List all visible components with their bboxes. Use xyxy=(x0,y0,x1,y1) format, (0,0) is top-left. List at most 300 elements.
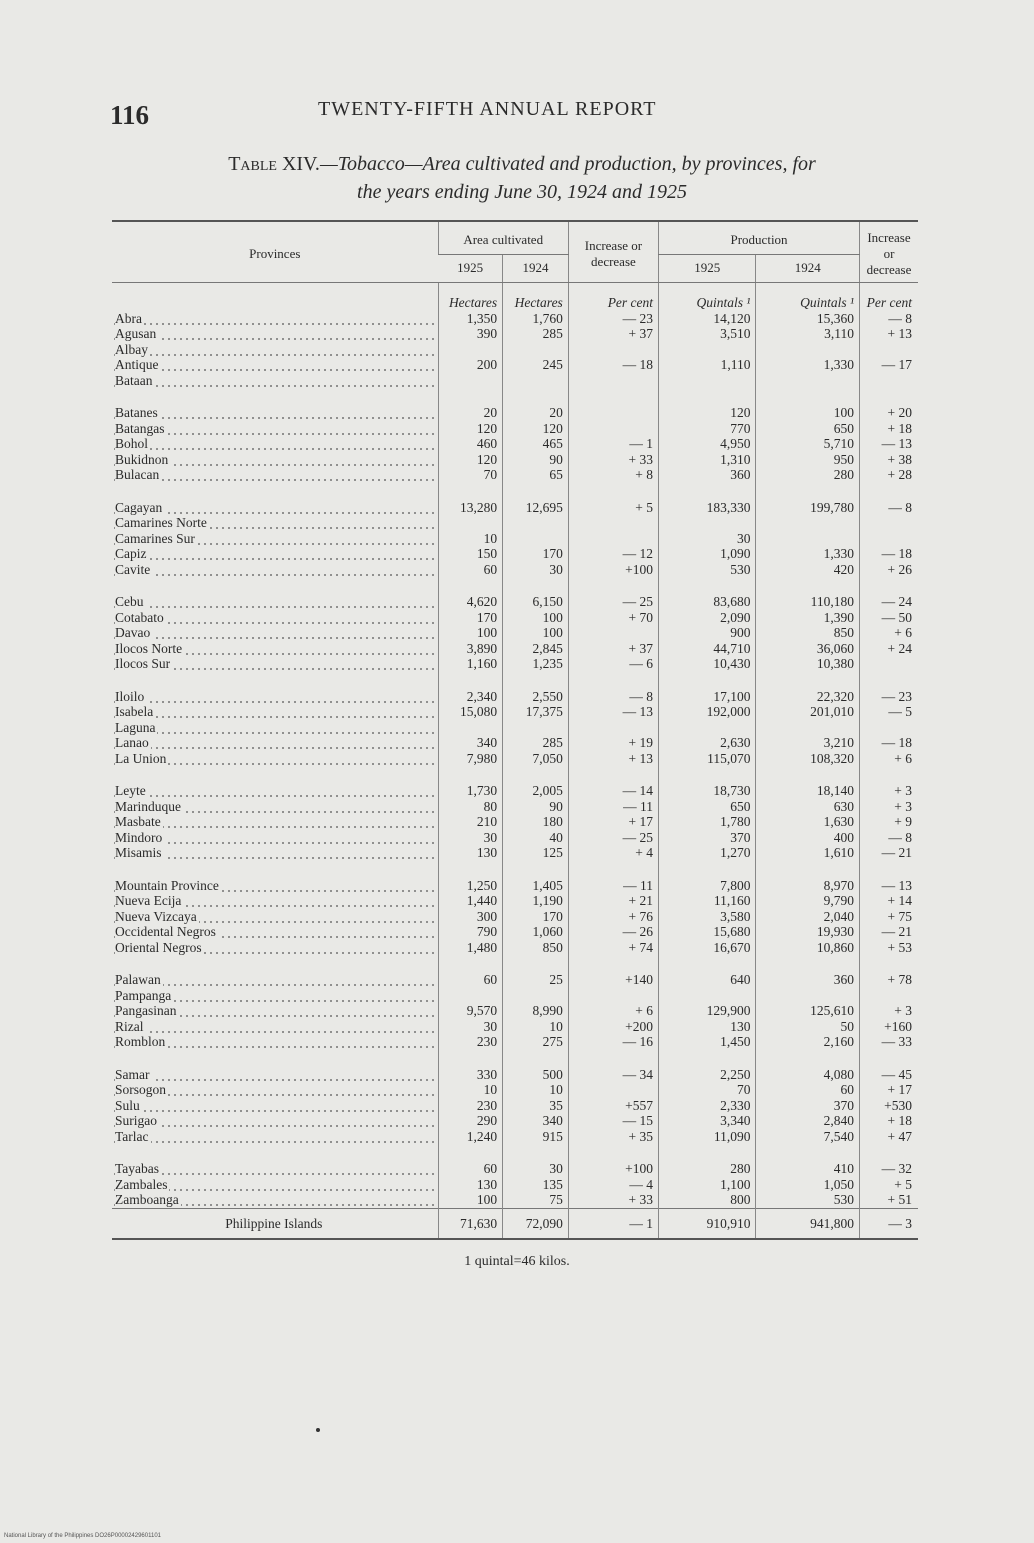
caption-line-2: the years ending June 30, 1924 and 1925 xyxy=(357,181,687,203)
cell-area-change: — 23 xyxy=(568,311,658,327)
table-row xyxy=(112,720,918,736)
unit-production-1924: Quintals ¹ xyxy=(756,283,860,311)
cell-area-1924: 180 xyxy=(503,814,569,830)
cell-production-1925: 14,120 xyxy=(659,311,756,327)
cell-area-1924 xyxy=(503,373,569,389)
province-name: Samar xyxy=(115,1066,150,1082)
province-name: Ilocos Sur xyxy=(115,656,171,671)
cell-production-change xyxy=(860,656,918,672)
cell-production-1924: 1,390 xyxy=(756,610,860,626)
table-row xyxy=(112,1098,918,1114)
spacer-cell xyxy=(756,577,860,594)
cell-area-1925 xyxy=(438,988,503,1004)
cell-area-change: + 8 xyxy=(568,467,658,483)
cell-area-change: +200 xyxy=(568,1019,658,1035)
province-name: Surigao xyxy=(115,1113,157,1128)
cell-production-change: — 32 xyxy=(860,1161,918,1177)
cell-production-change: +530 xyxy=(860,1098,918,1114)
cell-production-change xyxy=(860,531,918,547)
cell-area-1924: 135 xyxy=(503,1177,569,1193)
table-row xyxy=(112,1067,918,1083)
province-name: Albay xyxy=(115,341,148,357)
cell-production-change: + 17 xyxy=(860,1082,918,1098)
header-area-cultivated: Area cultivated xyxy=(438,221,568,254)
cell-production-1924: 3,210 xyxy=(756,735,860,751)
cell-area-change xyxy=(568,421,658,437)
cell-area-change: +557 xyxy=(568,1098,658,1114)
cell-production-1925 xyxy=(659,515,756,531)
cell-production-1924: 15,360 xyxy=(756,311,860,327)
cell-production-change: — 21 xyxy=(860,845,918,861)
province-name: Palawan xyxy=(115,972,161,987)
spacer-cell xyxy=(860,388,918,405)
cell-area-1924 xyxy=(503,515,569,531)
table-row xyxy=(112,1177,918,1193)
group-spacer xyxy=(112,577,918,594)
cell-production-1924: 1,330 xyxy=(756,357,860,373)
group-spacer xyxy=(112,483,918,500)
cell-production-1925: 120 xyxy=(659,405,756,421)
cell-province xyxy=(112,311,438,327)
cell-production-1924: 1,050 xyxy=(756,1177,860,1193)
footnote: 1 quintal=46 kilos. xyxy=(464,1254,570,1269)
cell-production-1925: 4,950 xyxy=(659,436,756,452)
cell-area-change: + 17 xyxy=(568,814,658,830)
table-row xyxy=(112,689,918,705)
table-row xyxy=(112,641,918,657)
province-name: Batanes xyxy=(115,405,158,420)
spacer-cell xyxy=(503,483,569,500)
cell-area-1924: 30 xyxy=(503,562,569,578)
province-name: Davao xyxy=(115,625,151,640)
cell-area-change: — 34 xyxy=(568,1067,658,1083)
province-name: Iloilo xyxy=(115,688,145,704)
cell-production-1924: 850 xyxy=(756,625,860,641)
cell-province xyxy=(112,546,438,562)
cell-area-change: + 13 xyxy=(568,751,658,767)
cell-province xyxy=(112,373,438,389)
cell-area-1925: 10 xyxy=(438,1082,503,1098)
table-row xyxy=(112,845,918,861)
cell-production-1925: 280 xyxy=(659,1161,756,1177)
province-name: Bulacan xyxy=(115,467,160,482)
province-name: Agusan xyxy=(115,326,157,341)
cell-province xyxy=(112,988,438,1004)
total-production-1924: 941,800 xyxy=(756,1208,860,1239)
cell-province xyxy=(112,893,438,909)
table-row xyxy=(112,326,918,342)
spacer-cell xyxy=(756,861,860,878)
cell-production-1925 xyxy=(659,373,756,389)
province-name: Mindoro xyxy=(115,829,163,845)
province-name: Sulu xyxy=(115,1097,140,1113)
table-row xyxy=(112,704,918,720)
cell-area-1924: 90 xyxy=(503,799,569,815)
cell-area-1925: 120 xyxy=(438,452,503,468)
cell-area-1924: 245 xyxy=(503,357,569,373)
table-row xyxy=(112,1129,918,1145)
group-spacer xyxy=(112,388,918,405)
cell-area-1925: 10 xyxy=(438,531,503,547)
cell-area-1925: 1,250 xyxy=(438,878,503,894)
group-spacer xyxy=(112,672,918,689)
cell-area-1924: 125 xyxy=(503,845,569,861)
cell-production-change: + 38 xyxy=(860,452,918,468)
table-row xyxy=(112,405,918,421)
spacer-cell xyxy=(438,577,503,594)
cell-production-change: + 6 xyxy=(860,625,918,641)
cell-area-change: — 25 xyxy=(568,830,658,846)
province-name: Rizal xyxy=(115,1018,144,1034)
unit-area-1925: Hectares xyxy=(438,283,503,311)
cell-area-change: — 1 xyxy=(568,436,658,452)
cell-province xyxy=(112,656,438,672)
group-spacer xyxy=(112,861,918,878)
cell-area-change xyxy=(568,373,658,389)
spacer-cell xyxy=(659,861,756,878)
cell-production-change: + 75 xyxy=(860,909,918,925)
cell-production-1924: 60 xyxy=(756,1082,860,1098)
table-row xyxy=(112,972,918,988)
cell-production-1925: 650 xyxy=(659,799,756,815)
province-name: Isabela xyxy=(115,704,154,719)
cell-production-1924: 199,780 xyxy=(756,500,860,516)
cell-production-1925: 130 xyxy=(659,1019,756,1035)
spacer-cell xyxy=(756,672,860,689)
cell-area-1924: 40 xyxy=(503,830,569,846)
library-stamp: National Library of the Philippines DO26P00002429601101 xyxy=(4,1533,161,1539)
cell-province xyxy=(112,1003,438,1019)
cell-production-change: — 18 xyxy=(860,546,918,562)
cell-production-1924: 7,540 xyxy=(756,1129,860,1145)
province-name: Capiz xyxy=(115,546,147,561)
cell-area-change xyxy=(568,515,658,531)
table-row xyxy=(112,940,918,956)
table-row xyxy=(112,830,918,846)
cell-production-1924 xyxy=(756,342,860,358)
cell-production-change: — 21 xyxy=(860,924,918,940)
cell-province xyxy=(112,783,438,799)
cell-production-1924 xyxy=(756,720,860,736)
cell-production-1925: 115,070 xyxy=(659,751,756,767)
cell-province xyxy=(112,830,438,846)
cell-production-change: — 45 xyxy=(860,1067,918,1083)
cell-area-change: + 4 xyxy=(568,845,658,861)
table-row xyxy=(112,799,918,815)
cell-area-change: +140 xyxy=(568,972,658,988)
cell-area-change: — 14 xyxy=(568,783,658,799)
table-row xyxy=(112,1113,918,1129)
cell-production-1925 xyxy=(659,988,756,1004)
spacer-cell xyxy=(659,1050,756,1067)
cell-area-1924 xyxy=(503,988,569,1004)
spacer-cell xyxy=(112,1050,438,1067)
cell-province xyxy=(112,972,438,988)
cell-area-1924: 2,845 xyxy=(503,641,569,657)
cell-area-1924 xyxy=(503,720,569,736)
province-name: Cebu xyxy=(115,594,144,609)
cell-production-change: + 9 xyxy=(860,814,918,830)
cell-production-change: — 50 xyxy=(860,610,918,626)
cell-area-1924: 25 xyxy=(503,972,569,988)
cell-area-change xyxy=(568,405,658,421)
cell-production-1925: 11,090 xyxy=(659,1129,756,1145)
table-body xyxy=(112,283,918,1240)
cell-production-1925: 17,100 xyxy=(659,689,756,705)
cell-province xyxy=(112,357,438,373)
cell-area-change xyxy=(568,342,658,358)
cell-production-1924 xyxy=(756,515,860,531)
cell-production-1924: 420 xyxy=(756,562,860,578)
spacer-cell xyxy=(659,1144,756,1161)
cell-area-1925: 1,730 xyxy=(438,783,503,799)
spacer-cell xyxy=(659,955,756,972)
cell-area-1925: 290 xyxy=(438,1113,503,1129)
cell-area-1925: 790 xyxy=(438,924,503,940)
spacer-cell xyxy=(756,766,860,783)
cell-area-change: + 33 xyxy=(568,452,658,468)
cell-area-1925: 7,980 xyxy=(438,751,503,767)
cell-area-1925: 100 xyxy=(438,1192,503,1208)
province-name: Cotabato xyxy=(115,609,164,625)
header-area-1924: 1924 xyxy=(503,254,569,282)
cell-production-1924: 18,140 xyxy=(756,783,860,799)
cell-production-change: + 14 xyxy=(860,893,918,909)
spacer-cell xyxy=(860,577,918,594)
province-name: Leyte xyxy=(115,783,146,798)
cell-area-1924: 100 xyxy=(503,625,569,641)
cell-area-1924: 500 xyxy=(503,1067,569,1083)
cell-production-1925: 1,780 xyxy=(659,814,756,830)
province-name: Batangas xyxy=(115,420,165,436)
cell-area-1925: 1,480 xyxy=(438,940,503,956)
cell-production-1924: 125,610 xyxy=(756,1003,860,1019)
cell-area-1924: 20 xyxy=(503,405,569,421)
cell-production-change: + 53 xyxy=(860,940,918,956)
cell-province xyxy=(112,704,438,720)
cell-area-change: — 13 xyxy=(568,704,658,720)
cell-production-1925: 3,340 xyxy=(659,1113,756,1129)
cell-production-1925: 15,680 xyxy=(659,924,756,940)
cell-province xyxy=(112,1098,438,1114)
cell-province xyxy=(112,909,438,925)
province-name: Sorsogon xyxy=(115,1082,167,1097)
province-name: Nueva Vizcaya xyxy=(115,908,197,924)
cell-area-1925: 2,340 xyxy=(438,689,503,705)
cell-production-change: — 13 xyxy=(860,878,918,894)
province-name: Cavite xyxy=(115,561,151,577)
spacer-cell xyxy=(568,1050,658,1067)
table-row xyxy=(112,515,918,531)
cell-area-change: + 37 xyxy=(568,641,658,657)
cell-area-change xyxy=(568,720,658,736)
table-row xyxy=(112,467,918,483)
cell-production-1925: 530 xyxy=(659,562,756,578)
cell-area-1924: 285 xyxy=(503,326,569,342)
units-row xyxy=(112,283,918,311)
cell-production-1925: 70 xyxy=(659,1082,756,1098)
cell-production-1924: 1,630 xyxy=(756,814,860,830)
cell-area-1925 xyxy=(438,720,503,736)
cell-production-1924: 9,790 xyxy=(756,893,860,909)
cell-area-change: — 6 xyxy=(568,656,658,672)
cell-area-change xyxy=(568,625,658,641)
cell-province xyxy=(112,940,438,956)
spacer-cell xyxy=(756,483,860,500)
cell-area-change: + 37 xyxy=(568,326,658,342)
province-name: Bataan xyxy=(115,372,153,388)
cell-area-1924: 65 xyxy=(503,467,569,483)
spacer-cell xyxy=(860,955,918,972)
cell-province xyxy=(112,735,438,751)
cell-area-1925: 300 xyxy=(438,909,503,925)
spacer-cell xyxy=(503,1144,569,1161)
cell-area-1925 xyxy=(438,373,503,389)
unit-production-change: Per cent xyxy=(860,283,918,311)
table-row xyxy=(112,357,918,373)
cell-production-1925: 30 xyxy=(659,531,756,547)
cell-area-change: — 18 xyxy=(568,357,658,373)
cell-production-change: — 8 xyxy=(860,830,918,846)
cell-province xyxy=(112,689,438,705)
table-row xyxy=(112,1192,918,1208)
spacer-cell xyxy=(503,388,569,405)
table-row xyxy=(112,751,918,767)
cell-production-1924: 10,860 xyxy=(756,940,860,956)
table-row xyxy=(112,594,918,610)
cell-area-1924: 7,050 xyxy=(503,751,569,767)
cell-province xyxy=(112,799,438,815)
cell-province xyxy=(112,610,438,626)
table-row xyxy=(112,610,918,626)
cell-production-change: — 23 xyxy=(860,689,918,705)
cell-area-1924 xyxy=(503,342,569,358)
cell-production-change: + 47 xyxy=(860,1129,918,1145)
spacer-cell xyxy=(503,766,569,783)
cell-production-1924: 36,060 xyxy=(756,641,860,657)
cell-production-1924: 50 xyxy=(756,1019,860,1035)
spacer-cell xyxy=(568,672,658,689)
cell-area-1924: 90 xyxy=(503,452,569,468)
cell-production-1925: 1,310 xyxy=(659,452,756,468)
province-name: Bukidnon xyxy=(115,451,169,467)
cell-production-1924: 100 xyxy=(756,405,860,421)
spacer-cell xyxy=(568,766,658,783)
cell-production-1924: 280 xyxy=(756,467,860,483)
cell-production-1925 xyxy=(659,342,756,358)
cell-area-change: + 70 xyxy=(568,610,658,626)
spacer-cell xyxy=(860,1050,918,1067)
table-row xyxy=(112,924,918,940)
table-row xyxy=(112,546,918,562)
cell-area-1925: 1,160 xyxy=(438,656,503,672)
cell-area-change: — 8 xyxy=(568,689,658,705)
cell-area-1924: 2,550 xyxy=(503,689,569,705)
cell-production-change: + 3 xyxy=(860,1003,918,1019)
cell-production-1924: 2,840 xyxy=(756,1113,860,1129)
cell-production-change xyxy=(860,988,918,1004)
spacer-cell xyxy=(503,955,569,972)
cell-production-change: — 5 xyxy=(860,704,918,720)
cell-production-1924: 5,710 xyxy=(756,436,860,452)
cell-province xyxy=(112,1113,438,1129)
cell-production-1925: 360 xyxy=(659,467,756,483)
cell-production-change: — 24 xyxy=(860,594,918,610)
cell-production-1925: 2,330 xyxy=(659,1098,756,1114)
province-name: Antique xyxy=(115,357,159,372)
cell-area-1924: 10 xyxy=(503,1019,569,1035)
table-row xyxy=(112,1019,918,1035)
cell-area-1925: 13,280 xyxy=(438,500,503,516)
cell-production-1925: 18,730 xyxy=(659,783,756,799)
cell-area-1925: 120 xyxy=(438,421,503,437)
group-spacer xyxy=(112,1144,918,1161)
cell-production-1924: 19,930 xyxy=(756,924,860,940)
cell-province xyxy=(112,845,438,861)
cell-production-1925: 800 xyxy=(659,1192,756,1208)
province-name: Pampanga xyxy=(115,987,172,1003)
stray-mark xyxy=(316,1428,320,1432)
cell-production-1925: 770 xyxy=(659,421,756,437)
cell-production-1925: 1,100 xyxy=(659,1177,756,1193)
cell-production-1924: 22,320 xyxy=(756,689,860,705)
cell-area-1925: 130 xyxy=(438,1177,503,1193)
table-row xyxy=(112,342,918,358)
cell-province xyxy=(112,1177,438,1193)
cell-area-1924: 915 xyxy=(503,1129,569,1145)
spacer-cell xyxy=(756,1050,860,1067)
table-row xyxy=(112,311,918,327)
cell-production-1925 xyxy=(659,720,756,736)
cell-area-1925: 460 xyxy=(438,436,503,452)
spacer-cell xyxy=(568,483,658,500)
spacer-cell xyxy=(659,766,756,783)
cell-production-1924: 360 xyxy=(756,972,860,988)
province-name: Romblon xyxy=(115,1034,166,1049)
table-row xyxy=(112,1003,918,1019)
cell-production-1925: 640 xyxy=(659,972,756,988)
units-blank xyxy=(112,283,438,311)
table-row xyxy=(112,988,918,1004)
cell-area-1924: 120 xyxy=(503,421,569,437)
cell-area-change: + 35 xyxy=(568,1129,658,1145)
cell-area-1925: 170 xyxy=(438,610,503,626)
spacer-cell xyxy=(438,388,503,405)
cell-province xyxy=(112,500,438,516)
cell-province xyxy=(112,562,438,578)
cell-area-1925: 150 xyxy=(438,546,503,562)
province-name: Ilocos Norte xyxy=(115,640,183,656)
cell-area-1925: 330 xyxy=(438,1067,503,1083)
cell-area-1924: 30 xyxy=(503,1161,569,1177)
spacer-cell xyxy=(112,766,438,783)
cell-area-change: +100 xyxy=(568,1161,658,1177)
table-row xyxy=(112,814,918,830)
table-row xyxy=(112,452,918,468)
cell-province xyxy=(112,1034,438,1050)
cell-area-1925: 70 xyxy=(438,467,503,483)
table-row xyxy=(112,1082,918,1098)
cell-area-change: — 26 xyxy=(568,924,658,940)
cell-area-1924: 1,060 xyxy=(503,924,569,940)
cell-production-1924 xyxy=(756,531,860,547)
cell-area-1925: 3,890 xyxy=(438,641,503,657)
spacer-cell xyxy=(112,672,438,689)
spacer-cell xyxy=(659,483,756,500)
cell-area-1924: 850 xyxy=(503,940,569,956)
spacer-cell xyxy=(568,577,658,594)
cell-area-1925: 230 xyxy=(438,1034,503,1050)
